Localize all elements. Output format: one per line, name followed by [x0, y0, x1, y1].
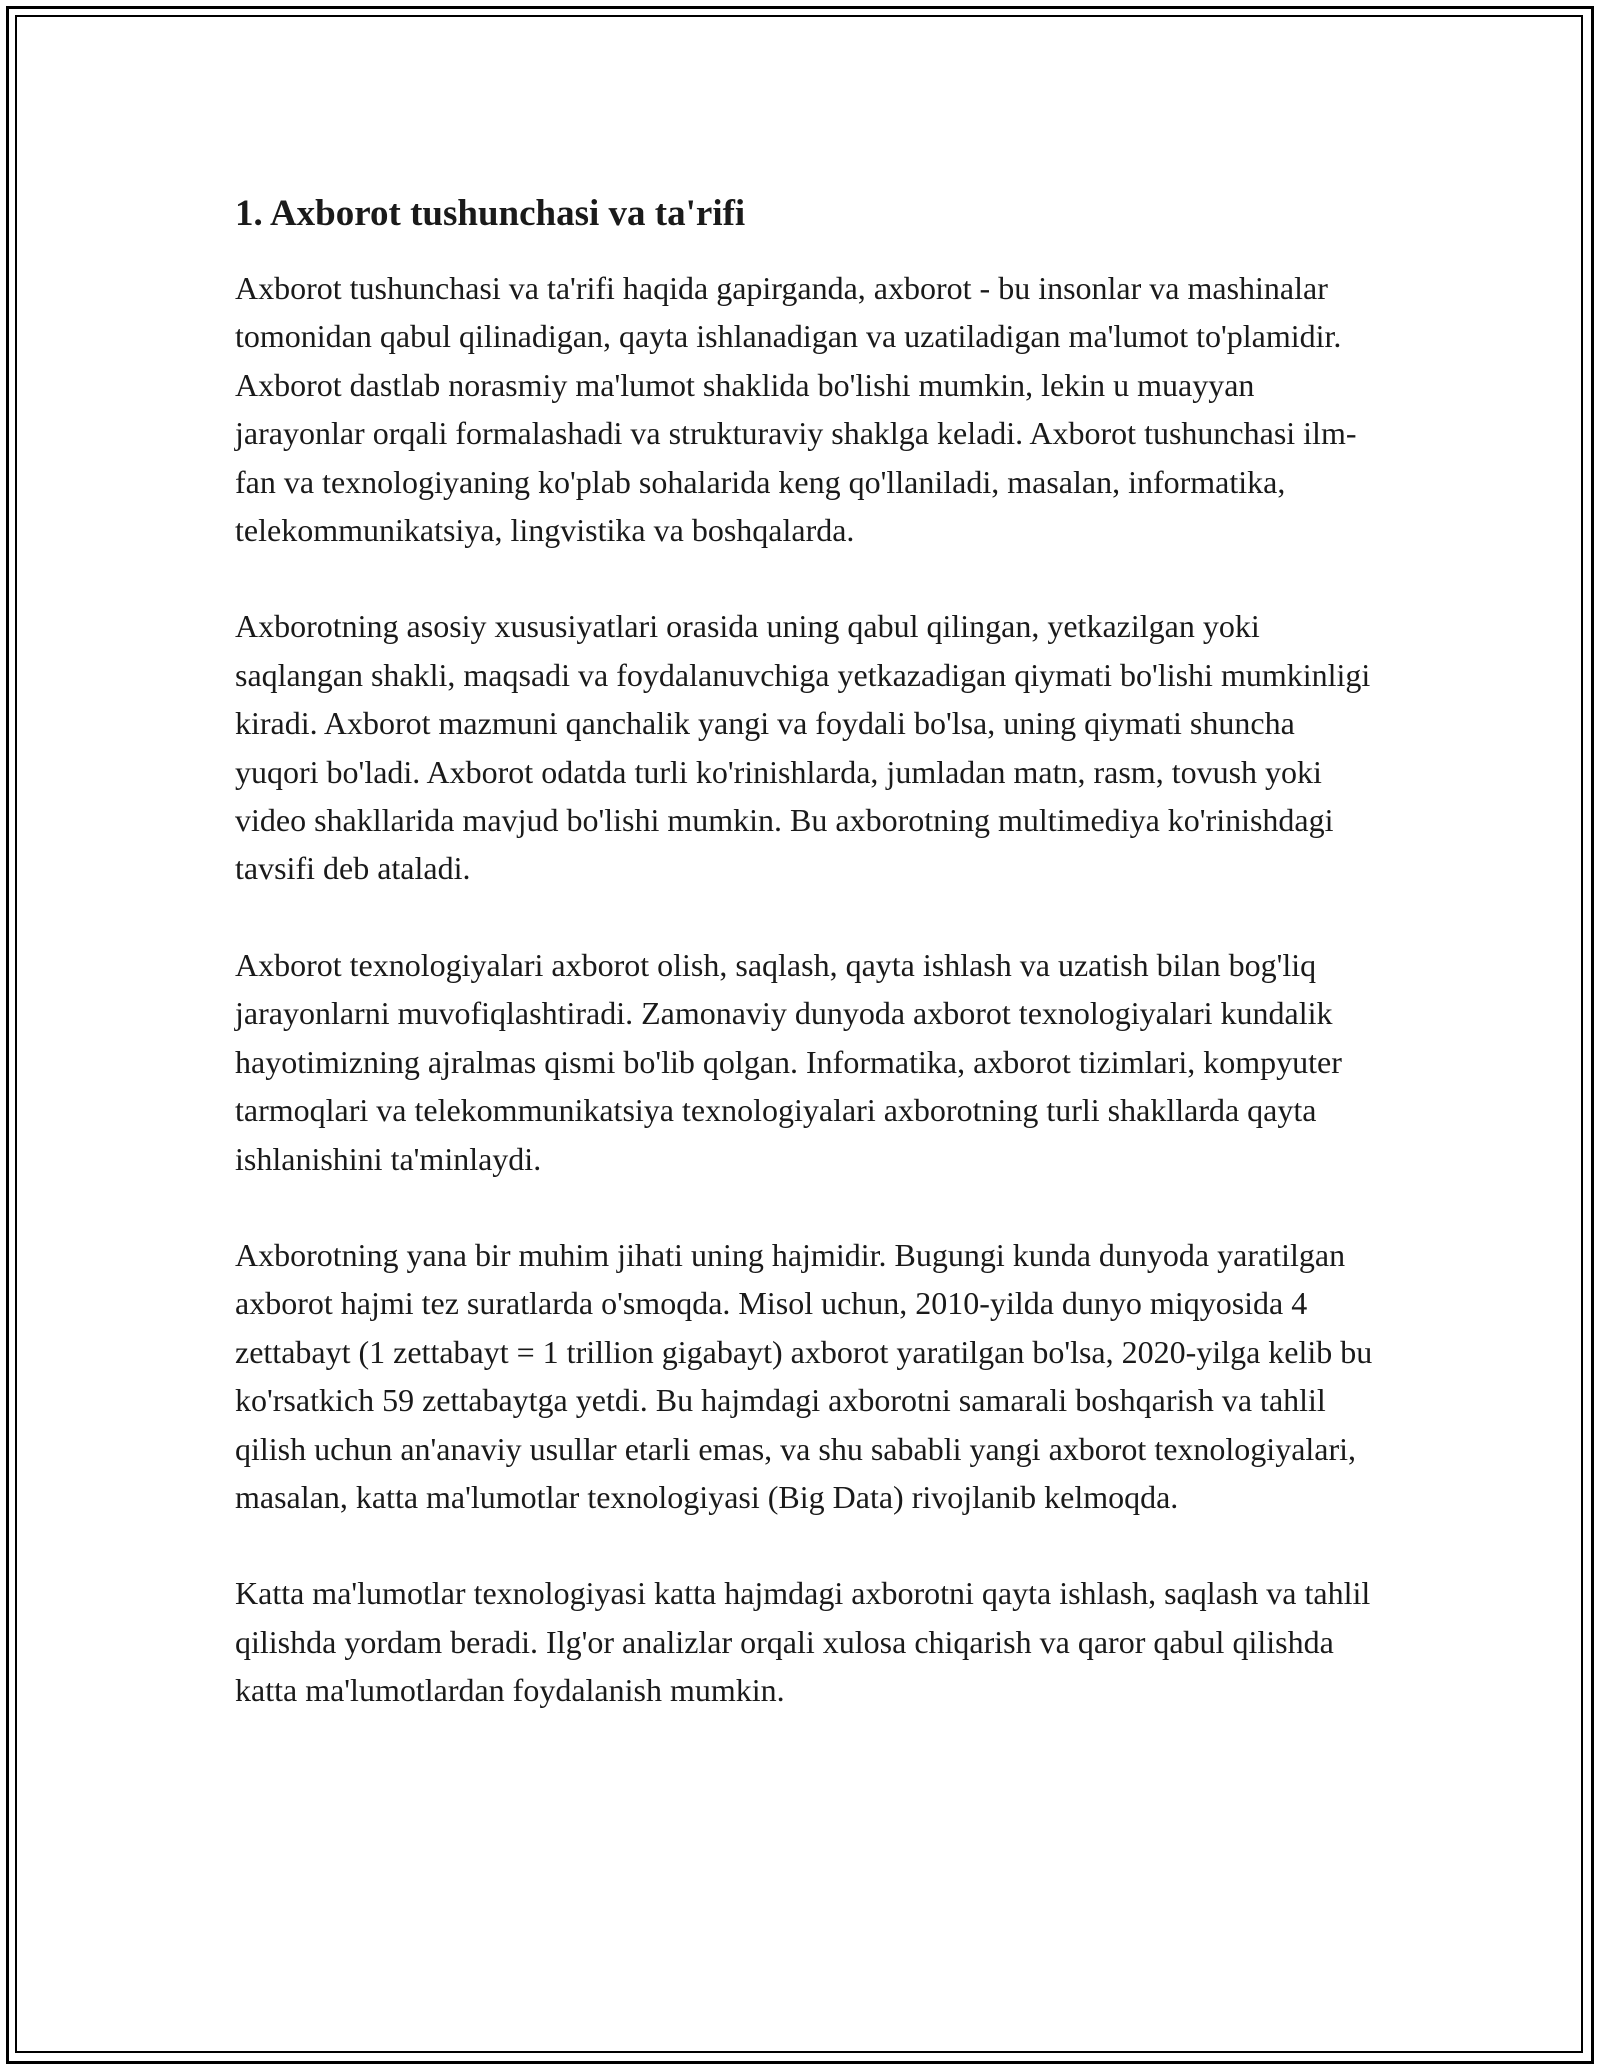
document-page	[235, 188, 1375, 1763]
paragraph-definition: Axborot tushunchasi va ta'rifi haqida gapirganda, axborot - bu insonlar va mashinalar tomonidan qabul qilinadigan, qayta ishlanadigan va uzatiladigan ma'lumot to'plamidir. Axborot dastlab norasmiy ma'lumot shaklida bo'lishi mumkin, lekin u muayyan jarayonlar orqali formalashadi va strukturaviy shaklga keladi. Axborot tushunchasi ilm-fan va texnologiyaning ko'plab sohalarida keng qo'llaniladi, masalan, informatika, telekommunikatsiya, lingvistika va boshqalarda.	[235, 270, 1357, 549]
paragraph-technologies: Axborot texnologiyalari axborot olish, saqlash, qayta ishlash va uzatish bilan bog'liq jarayonlarni muvofiqlashtiradi. Zamonaviy dunyoda axborot texnologiyalari kundalik hayotimizning ajralmas qismi bo'lib qolgan. Informatika, axborot tizimlari, kompyuter tarmoqlari va telekommunikatsiya texnologiyalari axborotning turli shakllarda qayta ishlanishini ta'minlaydi.	[235, 946, 1342, 1177]
paragraph-volume: Axborotning yana bir muhim jihati uning hajmidir. Bugungi kunda dunyoda yaratilgan axborot hajmi tez suratlarda o'smoqda. Misol uchun, 2010-yilda dunyo miqyosida 4 zettabayt (1 zettabayt = 1 trillion gigabayt) axborot yaratilgan bo'lsa, 2020-yilga kelib bu ko'rsatkich 59 zettabaytga yetdi. Bu hajmdagi axborotni samarali boshqarish va tahlil qilish uchun an'anaviy usullar etarli emas, va shu sababli yangi axborot texnologiyalari, masalan, katta ma'lumotlar texnologiyasi (Big Data) rivojlanib kelmoqda.	[235, 1236, 1373, 1515]
document-title: 1. Axborot tushunchasi va ta'rifi	[235, 193, 746, 234]
paragraph-big-data: Katta ma'lumotlar texnologiyasi katta hajmdagi axborotni qayta ishlash, saqlash va tahlil qilishda yordam beradi. Ilg'or analizlar orqali xulosa chiqarish va qaror qabul qilishda katta ma'lumotlardan foydalanish mumkin.	[235, 1575, 1371, 1709]
paragraph-properties: Axborotning asosiy xususiyatlari orasida uning qabul qilingan, yetkazilgan yoki saqlangan shakli, maqsadi va foydalanuvchiga yetkazadigan qiymati bo'lishi mumkinligi kiradi. Axborot mazmuni qanchalik yangi va foydali bo'lsa, uning qiymati shuncha yuqori bo'ladi. Axborot odatda turli ko'rinishlarda, jumladan matn, rasm, tovush yoki video shakllarida mavjud bo'lishi mumkin. Bu axborotning multimediya ko'rinishdagi tavsifi deb ataladi.	[235, 608, 1371, 887]
